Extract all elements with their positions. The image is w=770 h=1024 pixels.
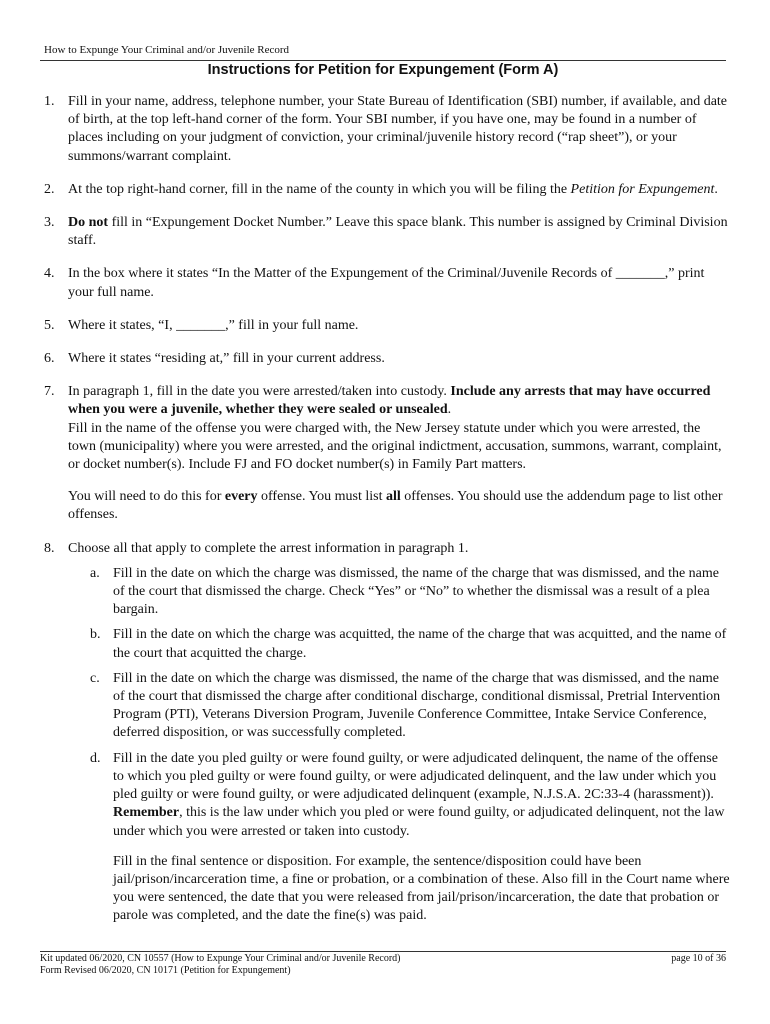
- item-paragraph-3: [68, 488, 730, 524]
- sub-item-letter: d.: [90, 750, 101, 766]
- instruction-item-4: [40, 265, 730, 301]
- item-text: Fill in your name, address, telephone number, your State Bureau of Identification (SBI) number, if available, and date of birth, at the top left-hand corner of the form. Your SBI number, if you have one, may be found in a number of places including on your judgment of conviction, your criminal/juvenile history record (“rap sheet”), or your summons/warrant complaint.: [68, 94, 728, 164]
- instruction-item-8: [40, 540, 730, 926]
- footer-rule: [40, 951, 726, 952]
- item-text-bold: Do not: [68, 215, 109, 231]
- item-text: [68, 214, 730, 250]
- sub-item-text: Fill in the date on which the charge was dismissed, the name of the charge that was dismissed, and the name of the court that dismissed the charge after conditional discharge, conditional dismissal, Pretrial Intervention Program (PTI), Veterans Diversion Program, Juvenile Conference Committee, Intake Service Conference, deferred disposition, or was successfully completed.: [113, 670, 721, 741]
- instruction-item-1: [40, 93, 730, 166]
- item-text: Where it states, “I, _______,” fill in your full name.: [68, 317, 359, 333]
- sub-item-c: [40, 670, 730, 743]
- item-paragraph-2: Fill in the name of the offense you were charged with, the New Jersey statute under which you were arrested, the town (municipality) where you were arrested, and the original indictment, accusation, summons, warrant, complaint, or docket number(s). Include FJ and FO docket number(s) in Family Part matters.: [68, 420, 722, 473]
- item-number: 2.: [44, 181, 55, 197]
- sub-item-text-part: Fill in the date you pled guilty or were found guilty, or were adjudicated delinquent, the name of the offense to which you pled guilty or were found guilty, or were adjudicated delinquent, and the law under which you pled guilty or were found guilty, or were adjudicated delinquent (example, N.J.S.A. 2C:33-4 (harassment)).: [113, 750, 718, 803]
- item-text: [68, 181, 730, 199]
- instruction-item-3: [40, 214, 730, 250]
- sub-item-text-bold: Remember: [113, 805, 180, 821]
- instruction-item-7: [40, 383, 730, 524]
- instructions-list: [40, 93, 730, 941]
- instruction-item-6: [40, 350, 730, 368]
- page-number: page 10 of 36: [671, 953, 726, 964]
- page-footer: [40, 953, 730, 977]
- item-number: 4.: [44, 266, 55, 282]
- sub-item-paragraph-2: Fill in the final sentence or disposition. For example, the sentence/disposition could have been jail/prison/incarceration time, a fine or probation, or a combination of these. Also fill in the Court name where you were sentenced, the date that you were released from jail/prison/incarceration, the date that probation or parole was completed, and the date the fine(s) was paid.: [113, 853, 730, 924]
- item-text-bold: all: [386, 489, 401, 505]
- item-text-part: .: [447, 402, 452, 418]
- sub-item-text: [113, 750, 730, 841]
- item-number: 6.: [44, 351, 55, 367]
- item-text-part: At the top right-hand corner, fill in the name of the county in which you will be filing the: [68, 181, 571, 197]
- item-text-part: fill in “Expungement Docket Number.” Leave this space blank. This number is assigned by Criminal Division staff.: [68, 215, 728, 249]
- item-text: Where it states “residing at,” fill in your current address.: [68, 351, 385, 367]
- page-title: Instructions for Petition for Expungement (Form A): [207, 62, 559, 78]
- item-text-part: offenses. You should use the addendum page to list other offenses.: [68, 489, 723, 523]
- item-text-part: You will need to do this for: [68, 489, 225, 505]
- sub-item-letter: a.: [90, 565, 100, 581]
- sub-item-b: [40, 626, 730, 662]
- sub-item-a: [40, 565, 730, 620]
- item-number: 7.: [44, 384, 55, 400]
- instruction-item-2: [40, 181, 730, 199]
- item-number: 5.: [44, 317, 55, 333]
- item-text: In the box where it states “In the Matter of the Expungement of the Criminal/Juvenile Records of _______,” print your full name.: [68, 266, 705, 300]
- item-text-italic: Petition for Expungement: [570, 181, 715, 197]
- item-text-bold: Include any arrests that may have occurred when you were a juvenile, whether they were sealed or unsealed: [68, 384, 711, 418]
- footer-kit-line: Kit updated 06/2020, CN 10557 (How to Expunge Your Criminal and/or Juvenile Record): [40, 953, 401, 964]
- sub-item-text: Fill in the date on which the charge was dismissed, the name of the charge that was dismissed, and the name of the court that dismissed the charge. Check “Yes” or “No” to whether the dismissal was a result of a plea bargain.: [113, 565, 719, 618]
- sub-item-text: Fill in the date on which the charge was acquitted, the name of the charge that was acquitted, and the name of the court that acquitted the charge.: [113, 627, 727, 661]
- item-text-part: .: [714, 181, 718, 197]
- item-number: 1.: [44, 94, 55, 109]
- instruction-item-5: [40, 317, 730, 335]
- item-number: 8.: [44, 540, 55, 556]
- item-text-bold: every: [224, 489, 258, 505]
- item-text: Choose all that apply to complete the arrest information in paragraph 1.: [68, 540, 469, 556]
- sub-item-text-part: , this is the law under which you pled or were found guilty, or adjudicated delinquent, not the law under which you were arrested or taken into custody.: [113, 805, 725, 839]
- sub-item-letter: b.: [90, 627, 101, 643]
- sub-item-d: [40, 750, 730, 926]
- running-header: How to Expunge Your Criminal and/or Juvenile Record: [44, 44, 290, 56]
- footer-form-line: Form Revised 06/2020, CN 10171 (Petition for Expungement): [40, 965, 291, 976]
- item-text-part: offense. You must list: [257, 489, 386, 505]
- header-rule: [40, 60, 726, 61]
- item-text: [68, 383, 730, 419]
- item-number: 3.: [44, 215, 55, 231]
- item-text-part: In paragraph 1, fill in the date you were arrested/taken into custody.: [68, 384, 451, 400]
- sub-item-letter: c.: [90, 670, 100, 686]
